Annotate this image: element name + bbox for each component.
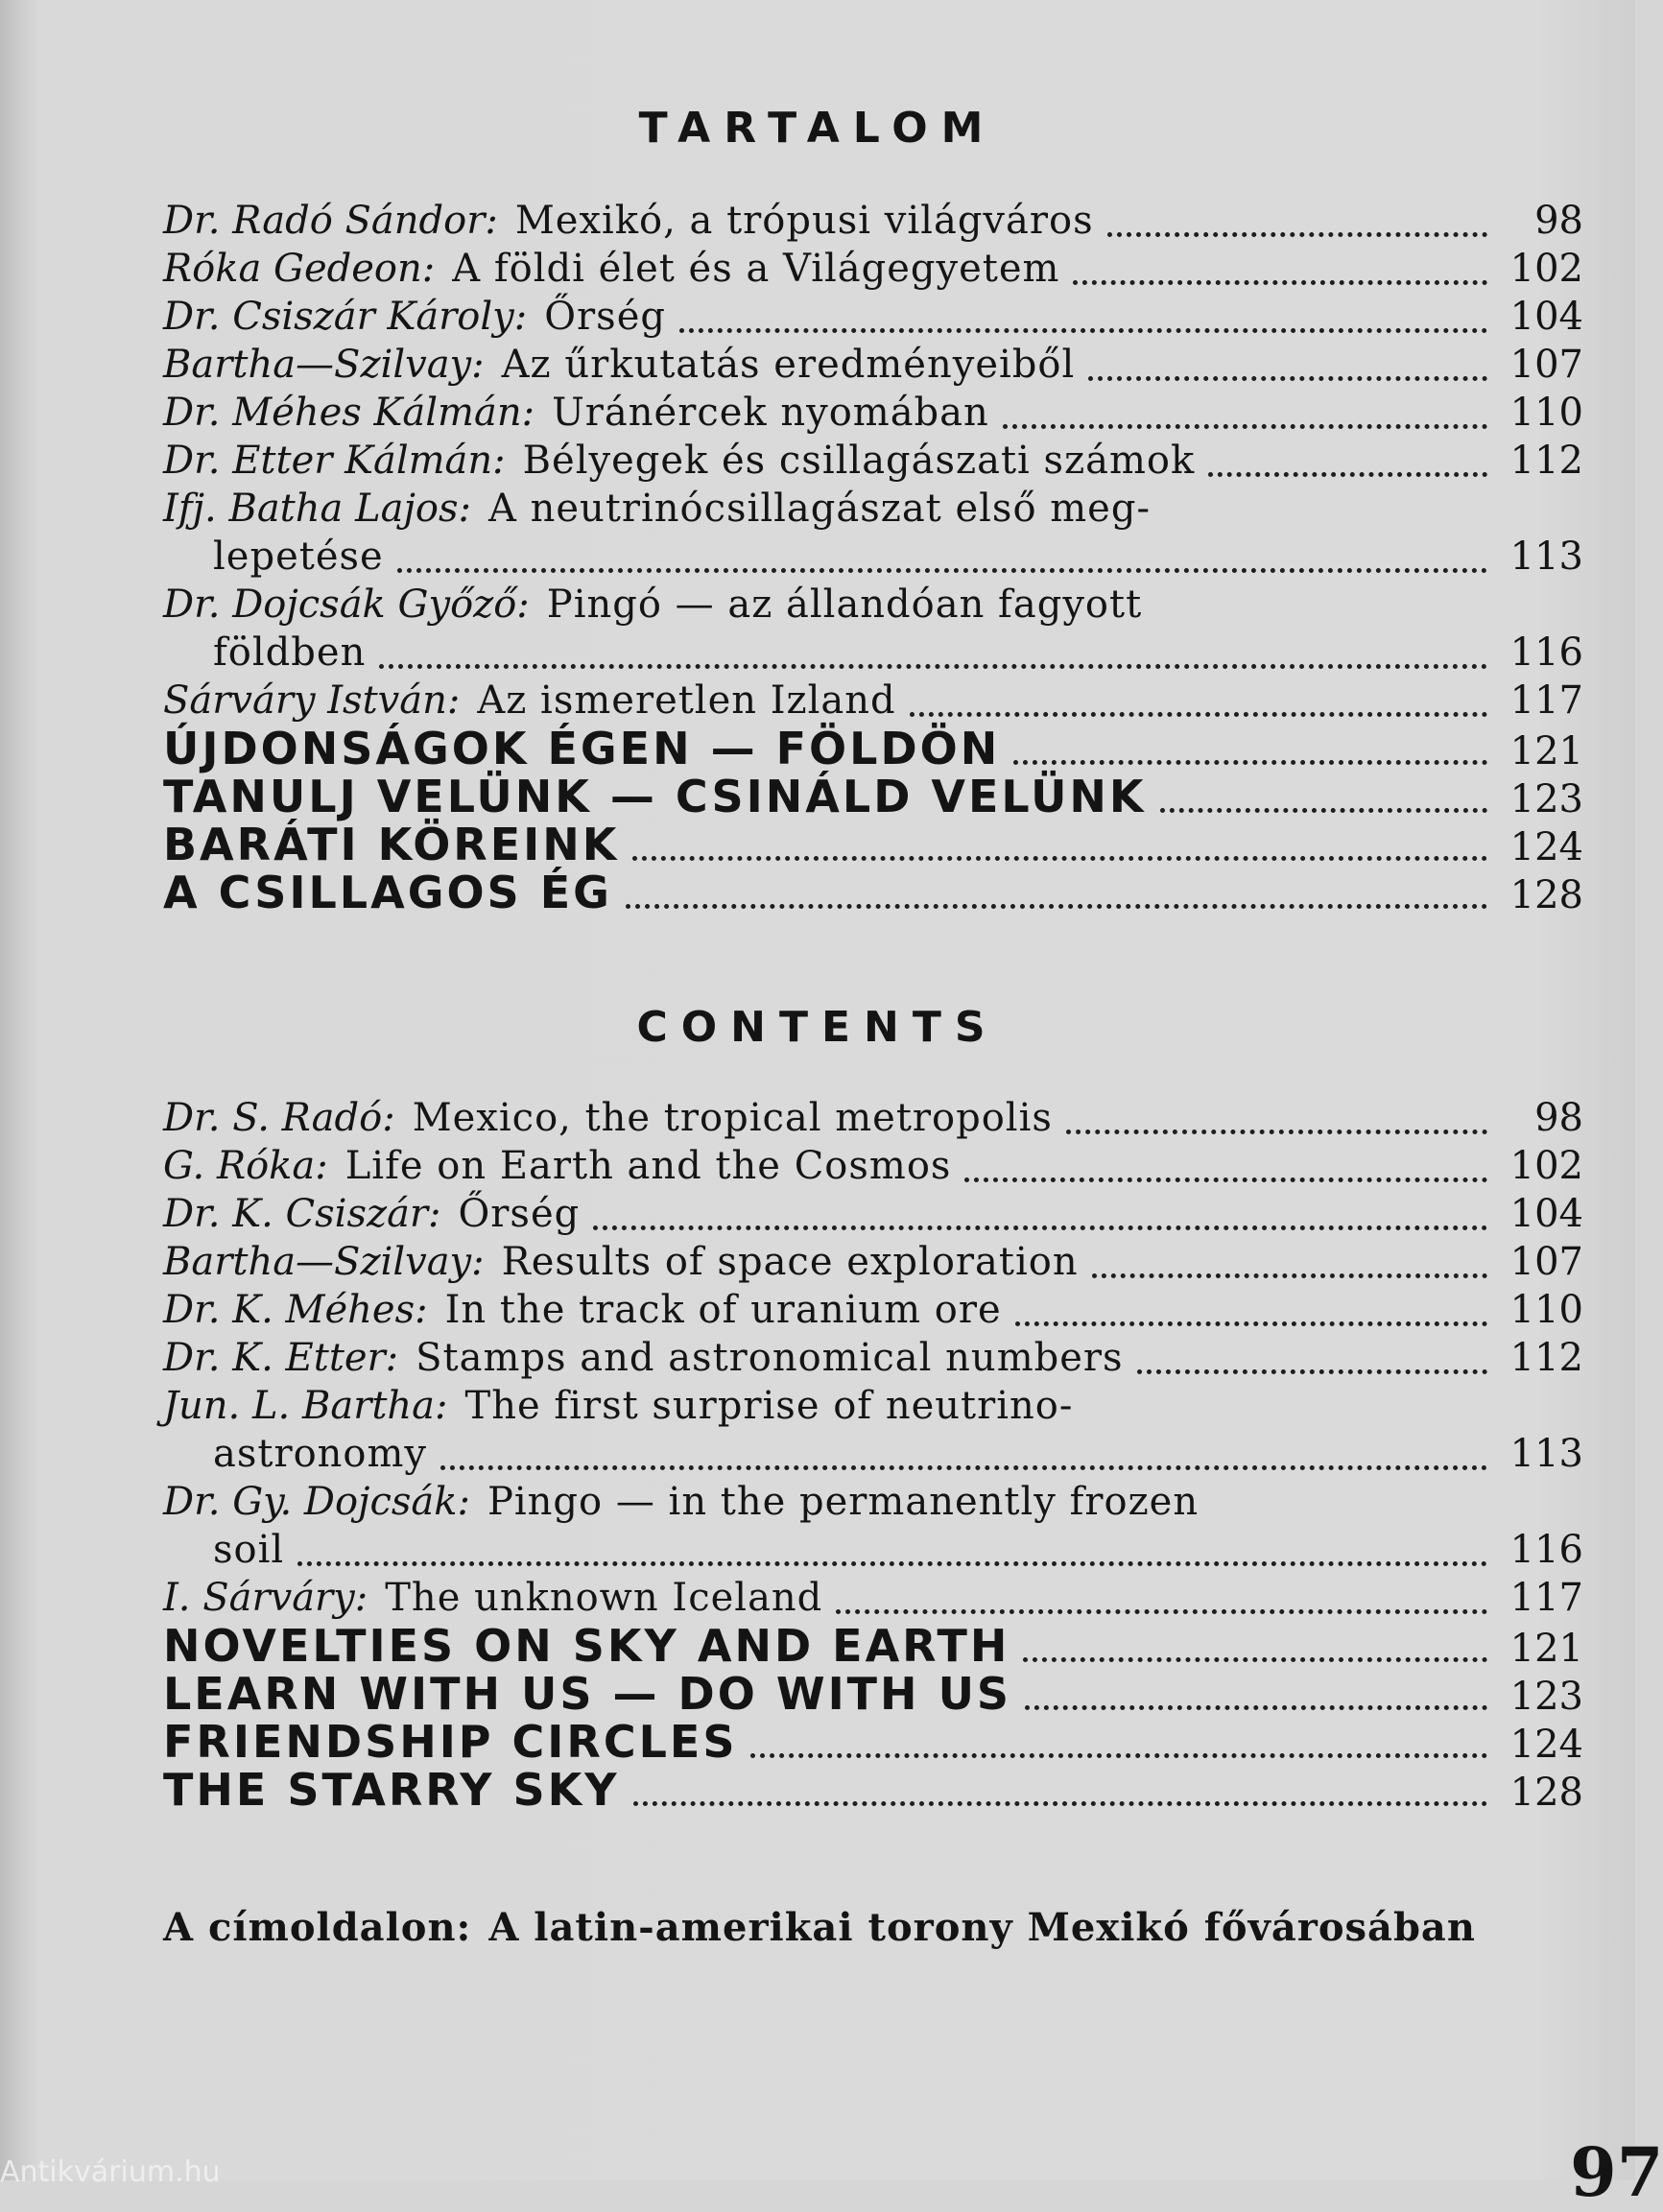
dot-leader xyxy=(1023,1657,1487,1662)
toc-entry-title: Results of space exploration xyxy=(501,1240,1079,1284)
page-number: 97 xyxy=(1570,2132,1663,2212)
toc-entry xyxy=(163,1382,1583,1430)
toc-entry-continuation xyxy=(163,1430,1583,1478)
toc-entry xyxy=(163,197,1583,245)
toc-entry-page: 124 xyxy=(1509,825,1583,869)
toc-entry xyxy=(163,1622,1583,1670)
dot-leader xyxy=(1137,1369,1487,1374)
toc-entry-title: NOVELTIES ON SKY AND EARTH xyxy=(163,1620,1010,1672)
toc-entry-author: Dr. Gy. Dojcsák: xyxy=(163,1480,470,1524)
toc-entry-page: 112 xyxy=(1509,439,1583,483)
toc-entry-author: Ifj. Batha Lajos: xyxy=(163,487,471,531)
toc-entry xyxy=(163,868,1583,916)
toc-entry-author: Róka Gedeon: xyxy=(163,247,436,291)
toc-entry xyxy=(163,293,1583,341)
toc-entry-author: Dr. Radó Sándor: xyxy=(163,199,498,243)
dot-leader xyxy=(1015,1321,1487,1326)
toc-entry-page: 102 xyxy=(1509,1144,1583,1188)
toc-entry-continuation xyxy=(163,533,1583,581)
toc-entry-author: Dr. Etter Kálmán: xyxy=(163,439,506,483)
dot-leader xyxy=(440,1465,1487,1470)
toc-entry-page: 112 xyxy=(1509,1336,1583,1380)
toc-entry-title: Bélyegek és csillagászati számok xyxy=(522,439,1196,483)
toc-entry-title: Őrség xyxy=(544,295,666,339)
toc-entry-author: Bartha—Szilvay: xyxy=(163,343,485,387)
toc-entry-title-continuation: földben xyxy=(213,630,367,675)
toc-entry xyxy=(163,1478,1583,1526)
toc-entry-title: LEARN WITH US — DO WITH US xyxy=(163,1668,1012,1720)
toc-entry-page: 123 xyxy=(1509,1675,1583,1719)
toc-entry xyxy=(163,1670,1583,1718)
toc-entry-page: 121 xyxy=(1509,729,1583,773)
toc-entry-page: 110 xyxy=(1509,391,1583,435)
toc-entry xyxy=(163,341,1583,389)
dot-leader xyxy=(1208,472,1487,477)
toc-entry xyxy=(163,1766,1583,1814)
toc-entry-page: 128 xyxy=(1509,873,1583,917)
toc-entry-title: Pingó — az állandóan fagyott xyxy=(546,583,1143,627)
toc-entry xyxy=(163,245,1583,293)
toc-entry-author: G. Róka: xyxy=(163,1144,328,1188)
toc-entry xyxy=(163,821,1583,868)
toc-entry-title: The unknown Iceland xyxy=(385,1576,823,1620)
toc-entry-page: 113 xyxy=(1509,535,1583,579)
dot-leader xyxy=(297,1561,1487,1566)
dot-leader xyxy=(1013,760,1487,765)
toc-entry-author: Jun. L. Bartha: xyxy=(163,1384,448,1428)
toc-entry-page: 107 xyxy=(1509,1240,1583,1284)
dot-leader xyxy=(633,1801,1487,1806)
dot-leader xyxy=(1088,376,1487,381)
toc-entry xyxy=(163,485,1583,533)
toc-entry-title: BARÁTI KÖREINK xyxy=(163,819,620,870)
toc-entry-title-continuation: lepetése xyxy=(213,535,384,579)
toc-entry-page: 124 xyxy=(1509,1723,1583,1767)
toc-entry-title: FRIENDSHIP CIRCLES xyxy=(163,1716,738,1768)
toc-entry-author: Bartha—Szilvay: xyxy=(163,1240,485,1284)
toc-entry-title: Mexikó, a trópusi világváros xyxy=(514,199,1094,243)
toc-entry-page: 128 xyxy=(1509,1771,1583,1815)
toc-list-english xyxy=(163,1094,1583,1814)
dot-leader xyxy=(964,1177,1487,1182)
toc-entry xyxy=(163,1238,1583,1286)
dot-leader xyxy=(910,712,1487,717)
toc-entry-page: 110 xyxy=(1509,1288,1583,1332)
toc-entry-page: 102 xyxy=(1509,247,1583,291)
toc-entry-page: 98 xyxy=(1534,1096,1583,1140)
toc-entry xyxy=(163,581,1583,629)
toc-entry-page: 104 xyxy=(1509,295,1583,339)
toc-heading-hungarian: TARTALOM xyxy=(638,104,997,153)
dot-leader xyxy=(1160,808,1487,813)
cover-caption-text: A latin-amerikai torony Mexikó fővárosában xyxy=(488,1905,1476,1950)
toc-entry-author: I. Sárváry: xyxy=(163,1576,368,1620)
dot-leader xyxy=(593,1225,1487,1230)
toc-list-hungarian xyxy=(163,197,1583,916)
toc-entry-title: Őrség xyxy=(458,1192,581,1236)
toc-entry xyxy=(163,389,1583,437)
toc-entry-title-continuation: soil xyxy=(213,1528,285,1572)
toc-entry-title: THE STARRY SKY xyxy=(163,1764,620,1816)
toc-entry-author: Dr. S. Radó: xyxy=(163,1096,395,1140)
watermark-text: Antikvárium.hu xyxy=(0,2155,221,2189)
dot-leader xyxy=(1066,1130,1487,1134)
toc-entry-title: In the track of uranium ore xyxy=(444,1288,1002,1332)
toc-entry xyxy=(163,1094,1583,1142)
dot-leader xyxy=(626,904,1487,909)
toc-entry-title: Life on Earth and the Cosmos xyxy=(344,1144,952,1188)
toc-entry-title: Stamps and astronomical numbers xyxy=(416,1336,1124,1380)
toc-entry-author: Dr. Méhes Kálmán: xyxy=(163,391,535,435)
toc-entry-page: 117 xyxy=(1509,1576,1583,1620)
toc-entry-title: Pingo — in the permanently frozen xyxy=(487,1480,1200,1524)
toc-entry xyxy=(163,1334,1583,1382)
toc-entry-title: Az ismeretlen Izland xyxy=(477,678,896,723)
dot-leader xyxy=(1025,1705,1487,1710)
dot-leader xyxy=(1073,280,1487,285)
toc-entry-title-continuation: astronomy xyxy=(213,1432,428,1476)
toc-entry-title: ÚJDONSÁGOK ÉGEN — FÖLDÖN xyxy=(163,723,1001,774)
dot-leader xyxy=(1107,232,1487,237)
toc-entry xyxy=(163,677,1583,725)
toc-entry xyxy=(163,1574,1583,1622)
toc-entry-author: Dr. K. Etter: xyxy=(163,1336,399,1380)
toc-entry-page: 117 xyxy=(1509,678,1583,723)
toc-entry-title: Uránércek nyomában xyxy=(552,391,989,435)
toc-entry-title: A neutrinócsillagászat első meg- xyxy=(487,487,1151,531)
toc-entry-page: 98 xyxy=(1534,199,1583,243)
cover-caption xyxy=(163,1905,1476,1950)
toc-entry-page: 113 xyxy=(1509,1432,1583,1476)
toc-entry-author: Dr. K. Csiszár: xyxy=(163,1192,441,1236)
dot-leader xyxy=(1003,424,1487,429)
dot-leader xyxy=(397,568,1487,573)
toc-entry-page: 107 xyxy=(1509,343,1583,387)
toc-entry-title: A földi élet és a Világegyetem xyxy=(452,247,1060,291)
toc-entry-page: 116 xyxy=(1509,630,1583,675)
toc-entry xyxy=(163,1718,1583,1766)
toc-entry xyxy=(163,1190,1583,1238)
toc-entry-author: Dr. Dojcsák Győző: xyxy=(163,583,530,627)
toc-entry-page: 121 xyxy=(1509,1627,1583,1671)
dot-leader xyxy=(632,856,1487,861)
toc-entry xyxy=(163,437,1583,485)
toc-entry-continuation xyxy=(163,629,1583,677)
cover-caption-label: A címoldalon: xyxy=(163,1905,472,1950)
dot-leader xyxy=(679,328,1487,333)
dot-leader xyxy=(379,664,1487,669)
toc-entry-author: Sárváry István: xyxy=(163,678,461,723)
toc-entry-continuation xyxy=(163,1526,1583,1574)
toc-heading-english: CONTENTS xyxy=(636,1003,999,1052)
toc-entry-page: 116 xyxy=(1509,1528,1583,1572)
dot-leader xyxy=(750,1753,1487,1758)
toc-entry-title: A CSILLAGOS ÉG xyxy=(163,867,612,918)
toc-entry xyxy=(163,1142,1583,1190)
dot-leader xyxy=(1092,1273,1487,1278)
toc-entry-title: Az űrkutatás eredményeiből xyxy=(501,343,1076,387)
dot-leader xyxy=(836,1609,1487,1614)
toc-entry-title: Mexico, the tropical metropolis xyxy=(412,1096,1053,1140)
toc-entry-page: 104 xyxy=(1509,1192,1583,1236)
toc-entry xyxy=(163,1286,1583,1334)
toc-entry-page: 123 xyxy=(1509,777,1583,821)
toc-entry xyxy=(163,725,1583,773)
toc-entry-author: Dr. Csiszár Károly: xyxy=(163,295,528,339)
toc-entry xyxy=(163,773,1583,821)
toc-entry-title: TANULJ VELÜNK — CSINÁLD VELÜNK xyxy=(163,771,1147,822)
toc-entry-author: Dr. K. Méhes: xyxy=(163,1288,428,1332)
toc-entry-title: The first surprise of neutrino- xyxy=(464,1384,1074,1428)
